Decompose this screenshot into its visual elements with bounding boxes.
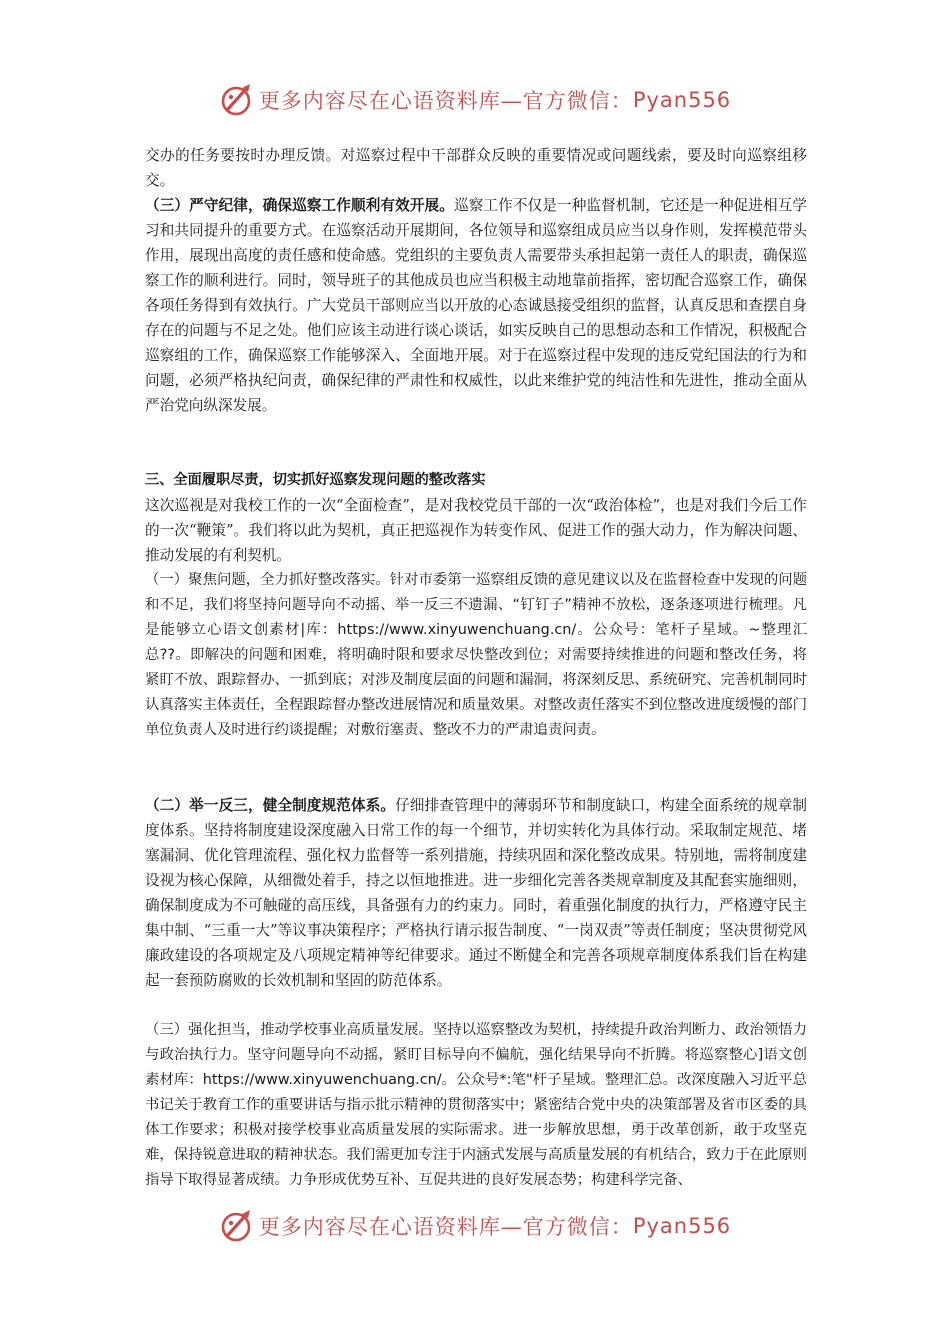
paragraph-development [145,1018,807,1218]
header-watermark-banner [0,80,950,120]
paragraph-discipline-body: 巡察工作不仅是一种监督机制，它还是一种促进相互学习和共同提升的重要方式。在巡察活动开展期间，各位领导和巡察组成员应当以身作则，发挥模范带头作用，展现出高度的责任感和使命感。党组织的主要负责人需要带头承担起第一责任人的职责，确保巡察工作的顺利进行。同时，领导班子的其他成员也应当积极主动地靠前指挥，密切配合巡察工作，确保各项任务得到有效执行。广大党员干部则应当以开放的心态诚恳接受组织的监督，认真反思和查摆自身存在的问题与不足之处。他们应该主动进行谈心谈话，如实反映自己的思想动态和工作情况，积极配合巡察组的工作，确保巡察工作能够深入、全面地开展。对于在巡察过程中发现的违反党纪国法的行为和问题，必须严格执纪问责，确保纪律的严肃性和权威性，以此来维护党的纯洁性和先进性，推动全面从严治党向纵深发展。 [145,197,807,414]
pen-logo-icon [219,1208,255,1244]
document-body [145,143,807,1218]
paragraph-1: 交办的任务要按时办理反馈。对巡察过程中干部群众反映的重要情况或问题线索，要及时向巡察组移交。 [145,147,807,189]
paragraph-institutions-heading: （二）举一反三，健全制度规范体系。 [145,797,396,814]
paragraph-rectification-heading: （一）聚焦问题，全力抓好整改落实。 [145,572,390,588]
banner-wechat-id: Pyan556 [632,1214,732,1238]
paragraph-development-heading: （三）强化担当，推动学校事业高质量发展。 [145,1022,433,1038]
paragraph-institutions [145,793,807,1018]
section-3-heading: 三、全面履职尽责，切实抓好巡察发现问题的整改落实 [145,472,486,488]
paragraph-rectification-body: 针对市委第一巡察组反馈的意见建议以及在监督检查中发现的问题和不足，我们将坚持问题导向不动摇、举一反三不遗漏、“钉钉子”精神不放松，逐条逐项进行梳理。凡是能够立心语文创素材|库：https://www.xinyuwenchuang.cn/。公众号：笔杆子星域。~整理汇总??。即解决的问题和困难，将明确时限和要求尽快整改到位；对需要持续推进的问题和整改任务，将紧盯不放、跟踪督办、一抓到底；对涉及制度层面的问题和漏洞，将深刻反思、系统研究、完善机制同时认真落实主体责任，全程跟踪督办整改进展情况和质量效果。对整改责任落实不到位整改进度缓慢的部门单位负责人及时进行约谈提醒；对敷衍塞责、整改不力的严肃追责问责。 [145,572,807,738]
paragraph-inspection-intro: 这次巡视是对我校工作的一次“全面检查”，是对我校党员干部的一次“政治体检”，也是对我们今后工作的一次“鞭策”。我们将以此为契机，真正把巡视作为转变作风、促进工作的强大动力，作为解决问题、推动发展的有利契机。 [145,497,807,564]
footer-watermark-banner [0,1206,950,1246]
paragraph-discipline [145,193,807,468]
banner-wechat-id: Pyan556 [632,88,732,112]
pen-logo-icon [219,82,255,118]
paragraph-development-body: 坚持以巡察整改为契机，持续提升政治判断力、政治领悟力与政治执行力。坚守问题导向不动摇，紧盯目标导向不偏航，强化结果导向不折腾。将巡察整心]语文创素材库：https://www.xinyuwenchuang.cn/。公众号*:笔"杆子星域。整理汇总。改深度融入习近平总书记关于教育工作的重要讲话与指示批示精神的贯彻落实中；紧密结合党中央的决策部署及省市区委的具体工作要求；积极对接学校事业高质量发展的实际需求。进一步解放思想，勇于改革创新，敢于攻坚克难，保持锐意进取的精神状态。我们需更加专注于内涵式发展与高质量发展的有机结合，致力于在此原则指导下取得显著成绩。力争形成优势互补、互促共进的良好发展态势；构建科学完备、 [145,1022,807,1188]
banner-text: 更多内容尽在心语资料库—官方微信： [258,1215,633,1239]
paragraph-discipline-heading: （三）严守纪律，确保巡察工作顺利有效开展。 [145,197,454,214]
paragraph-rectification [145,568,807,793]
banner-text: 更多内容尽在心语资料库—官方微信： [258,89,633,113]
paragraph-institutions-body: 仔细排查管理中的薄弱环节和制度缺口，构建全面系统的规章制度体系。坚持将制度建设深度融入日常工作的每一个细节，并切实转化为具体行动。采取制定规范、堵塞漏洞、优化管理流程、强化权力监督等一系列措施，持续巩固和深化整改成果。特别地，需将制度建设视为核心保障，从细微处着手，持之以恒地推进。进一步细化完善各类规章制度及其配套实施细则，确保制度成为不可触碰的高压线，具备强有力的约束力。同时，着重强化制度的执行力，严格遵守民主集中制、“三重一大”等议事决策程序；严格执行请示报告制度、“一岗双责”等责任制度；坚决贯彻党风廉政建设的各项规定及八项规定精神等纪律要求。通过不断健全和完善各项规章制度体系我们旨在构建起一套预防腐败的长效机制和坚固的防范体系。 [145,797,807,989]
